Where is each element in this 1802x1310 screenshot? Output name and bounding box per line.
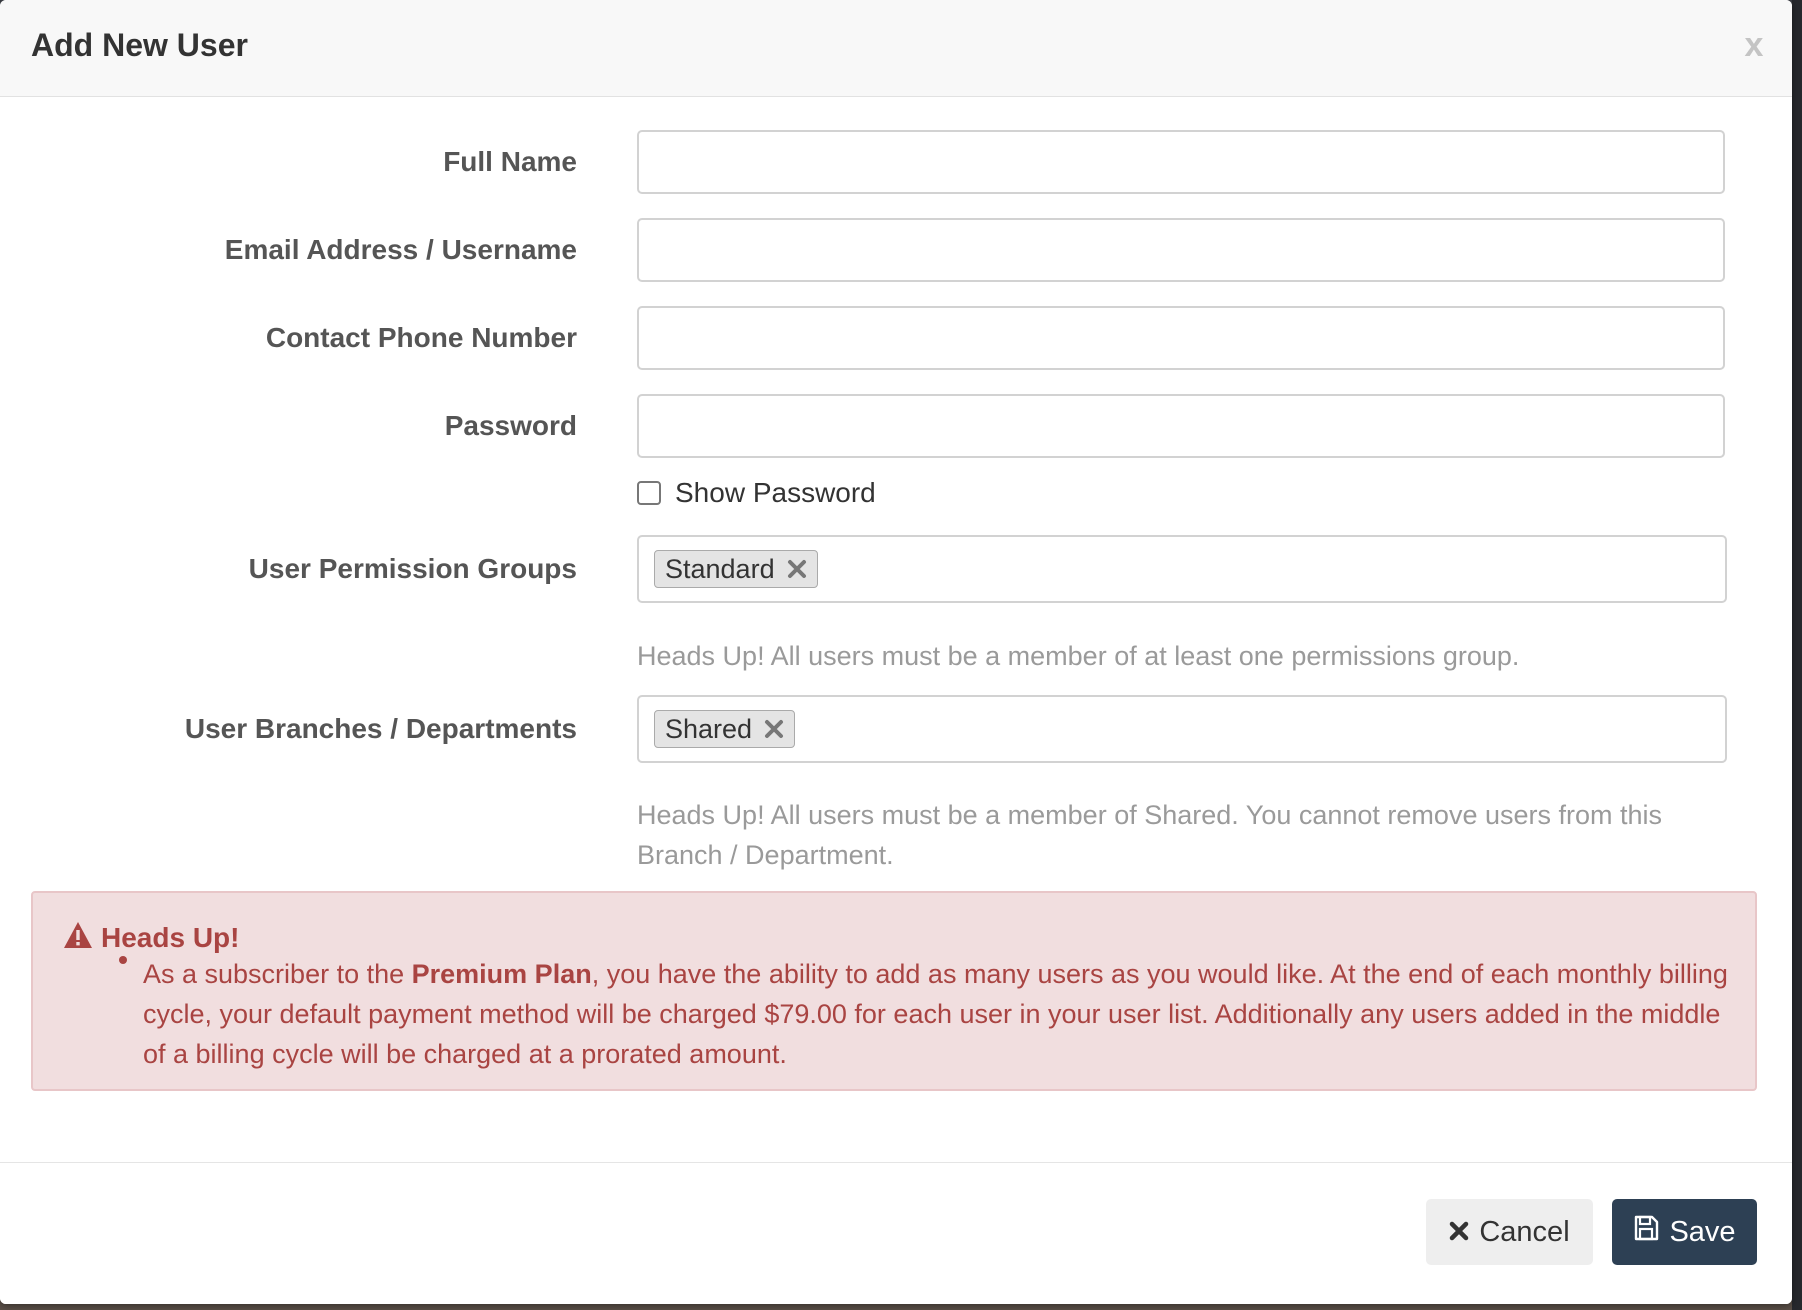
- password-input[interactable]: [637, 394, 1725, 458]
- alert-heading: [63, 921, 239, 954]
- modal-title: Add New User: [31, 27, 248, 63]
- times-icon[interactable]: [764, 719, 784, 739]
- password-label: Password: [444, 410, 577, 441]
- branches-select[interactable]: [637, 695, 1727, 763]
- close-button[interactable]: x: [1744, 26, 1764, 64]
- show-password-row: [637, 475, 876, 511]
- full-name-input[interactable]: [637, 130, 1725, 194]
- permission-groups-help: Heads Up! All users must be a member of at least one permissions group.: [637, 641, 1520, 671]
- cancel-button[interactable]: [1426, 1199, 1593, 1265]
- alert-title: Heads Up!: [101, 921, 240, 953]
- save-button[interactable]: [1612, 1199, 1757, 1265]
- branch-tag-label: Shared: [665, 713, 753, 744]
- show-password-label[interactable]: Show Password: [675, 477, 876, 508]
- cancel-button-label: Cancel: [1479, 1215, 1570, 1248]
- show-password-checkbox[interactable]: [637, 481, 661, 505]
- permission-group-tag-label: Standard: [665, 553, 775, 584]
- warning-triangle-icon: [63, 921, 93, 954]
- modal-header: [0, 0, 1792, 97]
- permission-groups-select[interactable]: [637, 535, 1727, 603]
- times-icon[interactable]: [787, 559, 807, 579]
- bullet-icon: [119, 956, 127, 964]
- branch-tag: [654, 710, 795, 748]
- phone-label: Contact Phone Number: [265, 322, 577, 353]
- full-name-label: Full Name: [443, 146, 577, 177]
- background-page-edge: [1792, 0, 1802, 1310]
- times-icon: [1449, 1216, 1469, 1249]
- phone-input[interactable]: [637, 306, 1725, 370]
- modal-footer: [0, 1162, 1792, 1304]
- branches-help: Heads Up! All users must be a member of Shared. You cannot remove users from this Branch / Department.: [637, 800, 1662, 870]
- permission-groups-label: User Permission Groups: [248, 553, 577, 584]
- email-input[interactable]: [637, 218, 1725, 282]
- alert-text-after: , you have the ability to add as many users as you would like. At the end of each monthly billing cycle, your default payment method will be charged $79.00 for each user in your user list. Additionally any users added in the middle of a billing cycle will be charged at a prorated amount.: [143, 959, 1728, 1069]
- alert-text-before: As a subscriber to the: [143, 959, 412, 989]
- floppy-disk-icon: [1633, 1215, 1659, 1249]
- save-button-label: Save: [1669, 1215, 1736, 1248]
- branches-label: User Branches / Departments: [184, 713, 577, 744]
- alert-plan-name: Premium Plan: [411, 959, 592, 989]
- alert-message: [143, 954, 1743, 1074]
- email-label: Email Address / Username: [224, 234, 577, 265]
- billing-alert: [31, 891, 1757, 1091]
- permission-group-tag: [654, 550, 818, 588]
